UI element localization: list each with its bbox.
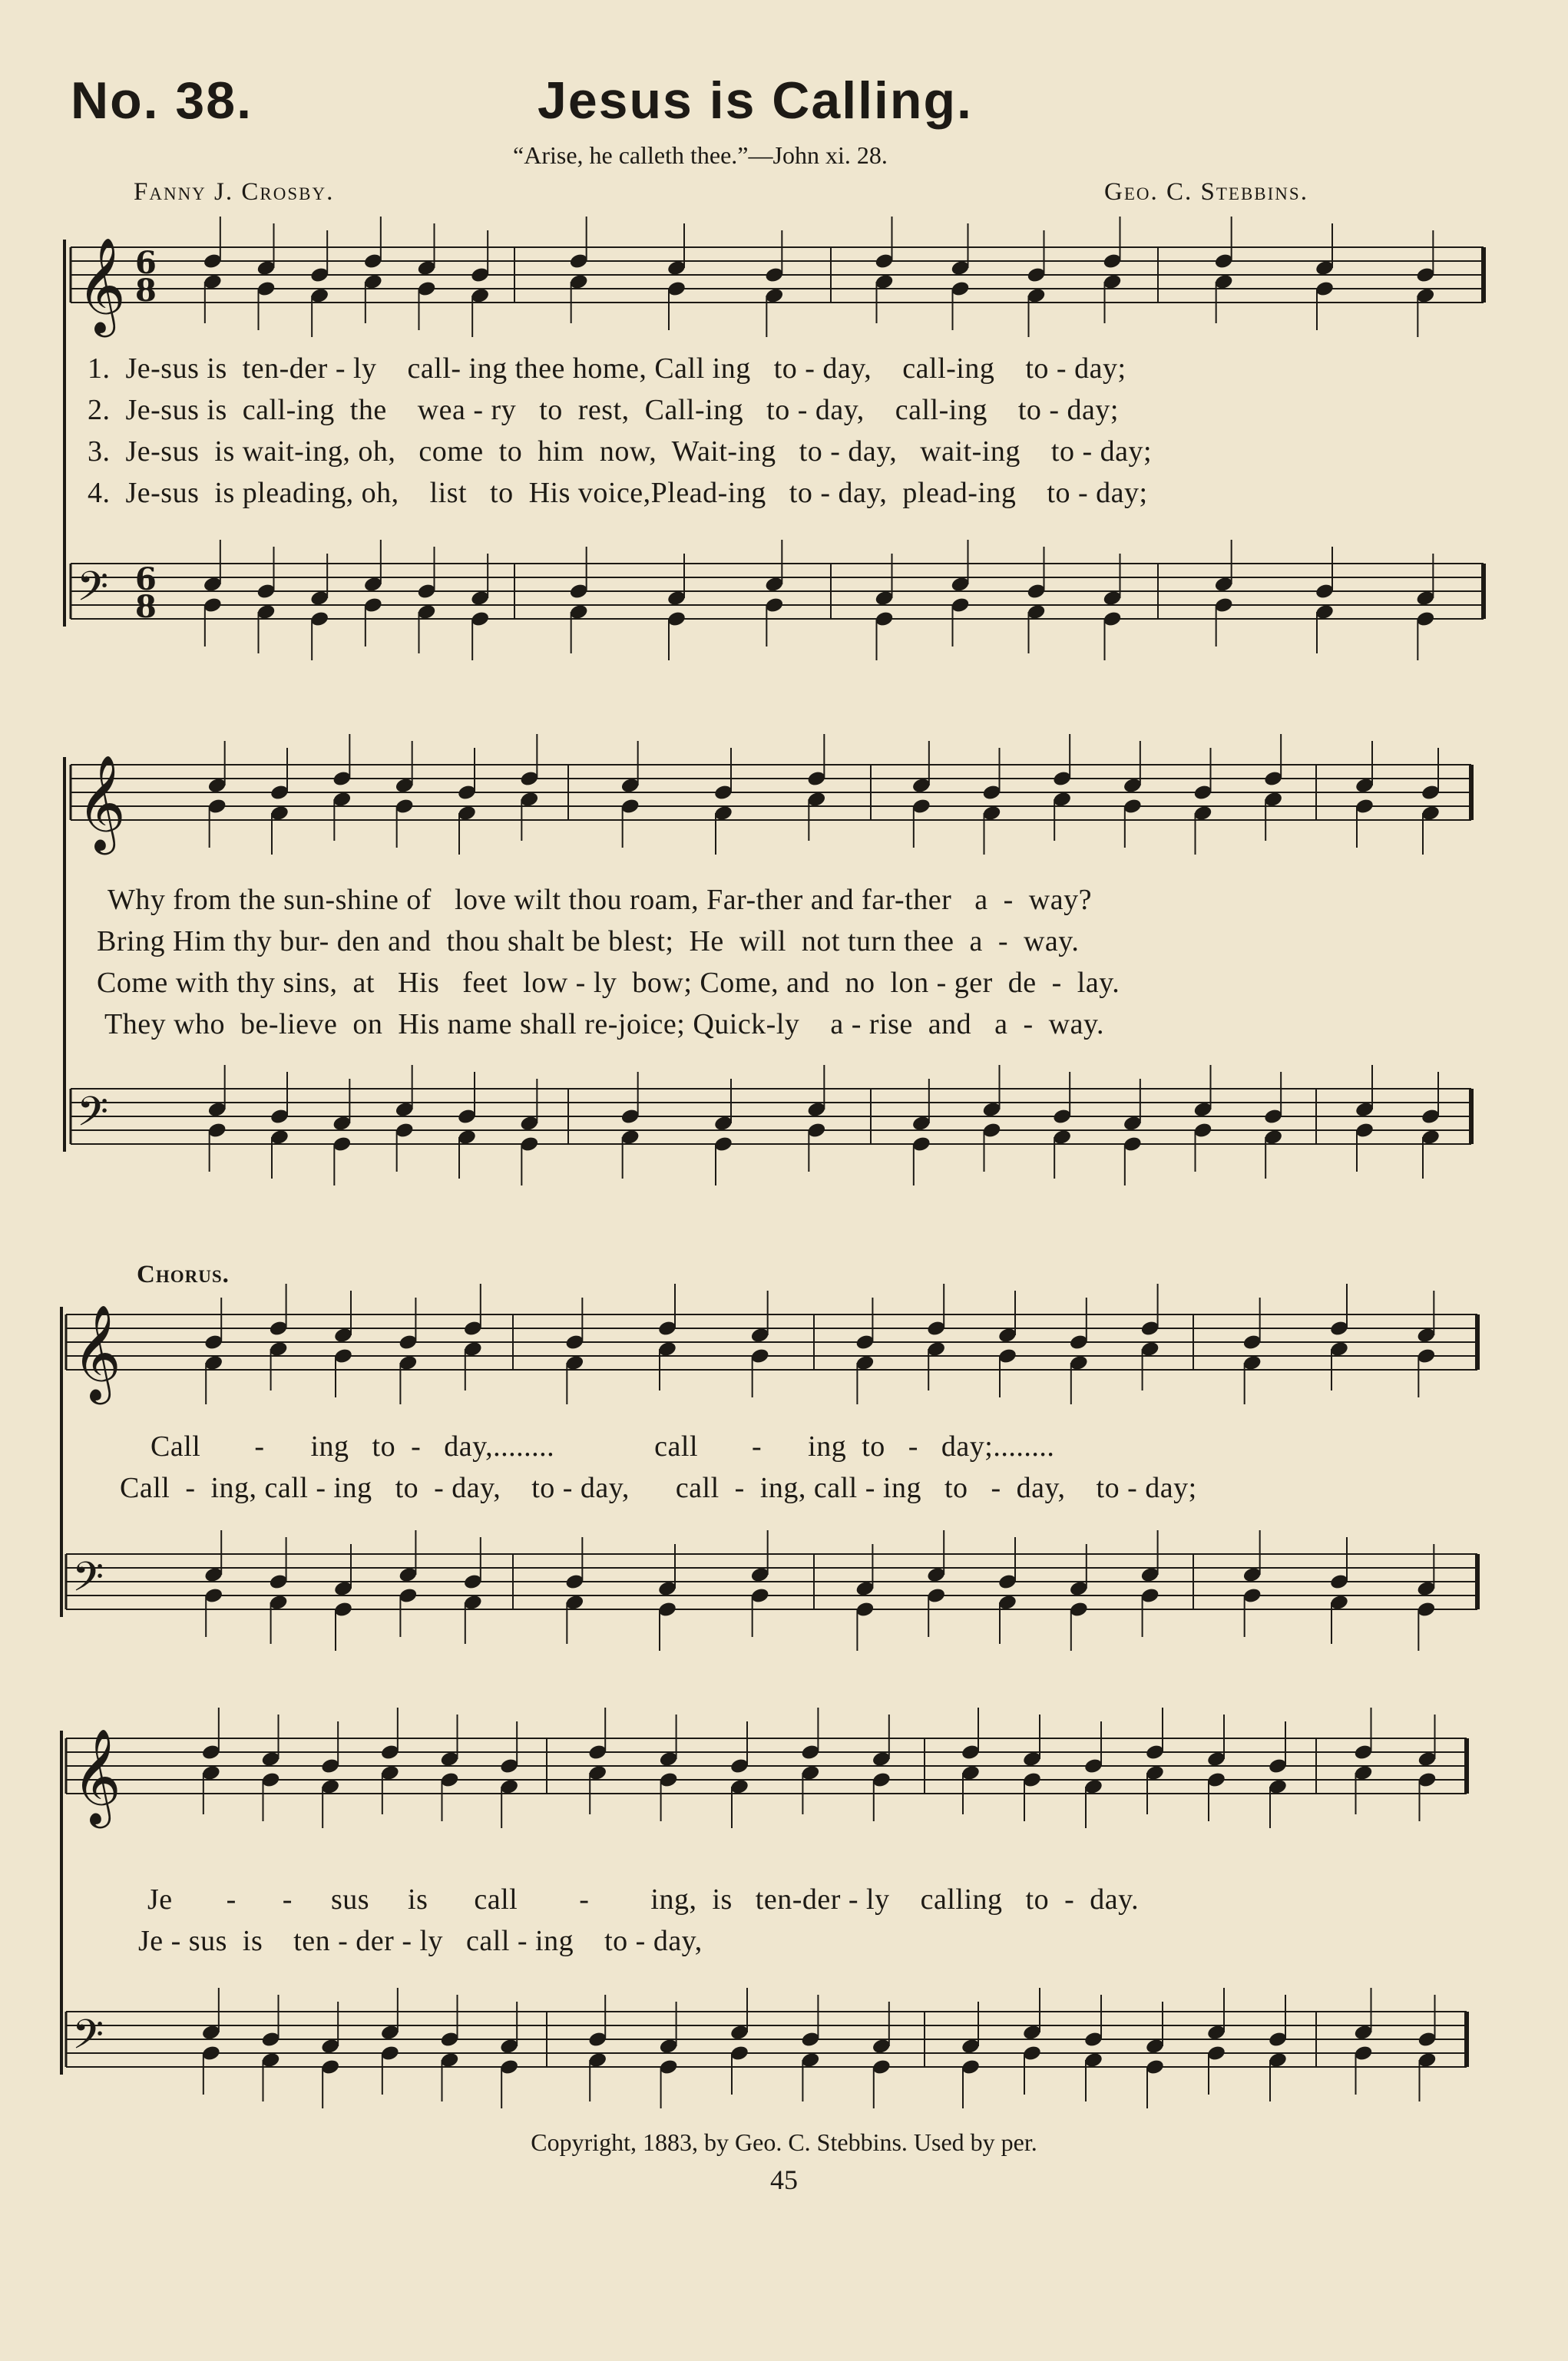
lyric-line: Je - sus is ten - der - ly call - ing to - day, <box>138 1925 703 1957</box>
lyric-line: Bring Him thy bur- den and thou shalt be blest; He will not turn thee a - way. <box>97 925 1080 957</box>
lyric-line: 1. Je-sus is ten-der - ly call- ing thee home, Call ing to - day, call-ing to - day; <box>88 352 1126 385</box>
composer-credit: Geo. C. Stebbins. <box>1104 178 1308 206</box>
copyright-notice: Copyright, 1883, by Geo. C. Stebbins. Used by per. <box>531 2128 1037 2156</box>
lyric-line: 3. Je-sus is wait-ing, oh, come to him now, Wait-ing to - day, wait-ing to - day; <box>88 435 1153 468</box>
scripture-reference: “Arise, he calleth thee.”—John xi. 28. <box>513 141 888 169</box>
lyric-line: They who be-lieve on His name shall re-joice; Quick-ly a - rise and a - way. <box>104 1008 1105 1040</box>
hymn-number: No. 38. <box>71 71 253 130</box>
lyricist-credit: Fanny J. Crosby. <box>134 178 335 206</box>
bass-clef-icon: 𝄢 <box>72 2012 104 2068</box>
chorus-label: Chorus. <box>137 1261 230 1288</box>
lyric-line: Why from the sun-shine of love wilt thou roam, Far-ther and far-ther a - way? <box>108 884 1092 916</box>
lyric-line: Call - ing to - day,........ call - ing to - day;........ <box>151 1430 1055 1463</box>
time-signature-icon: 8 <box>135 589 157 626</box>
lyric-line: 4. Je-sus is pleading, oh, list to His voice,Plead-ing to - day, plead-ing to - day; <box>88 477 1148 509</box>
lyric-line: Come with thy sins, at His feet low - ly bow; Come, and no lon - ger de - lay. <box>97 967 1120 999</box>
hymn-title: Jesus is Calling. <box>538 71 973 130</box>
lyric-line: Call - ing, call - ing to - day, to - day, call - ing, call - ing to - day, to - day; <box>120 1472 1197 1504</box>
time-signature-icon: 8 <box>135 273 157 309</box>
lyric-line: Je - - sus is call - ing, is ten-der - ly calling to - day. <box>147 1883 1140 1916</box>
time-signature-icon: 6 <box>135 561 157 598</box>
page-number: 45 <box>770 2164 798 2195</box>
bass-clef-icon: 𝄢 <box>77 1089 109 1146</box>
treble-clef-icon: 𝄞 <box>72 1305 121 1400</box>
treble-clef-icon: 𝄞 <box>77 237 126 333</box>
bass-clef-icon: 𝄢 <box>72 1554 104 1611</box>
treble-clef-icon: 𝄞 <box>77 755 126 851</box>
lyric-line: 2. Je-sus is call-ing the wea - ry to rest, Call-ing to - day, call-ing to - day; <box>88 394 1119 426</box>
time-signature-icon: 6 <box>135 245 157 282</box>
treble-clef-icon: 𝄞 <box>72 1728 121 1824</box>
bass-clef-icon: 𝄢 <box>77 564 109 620</box>
